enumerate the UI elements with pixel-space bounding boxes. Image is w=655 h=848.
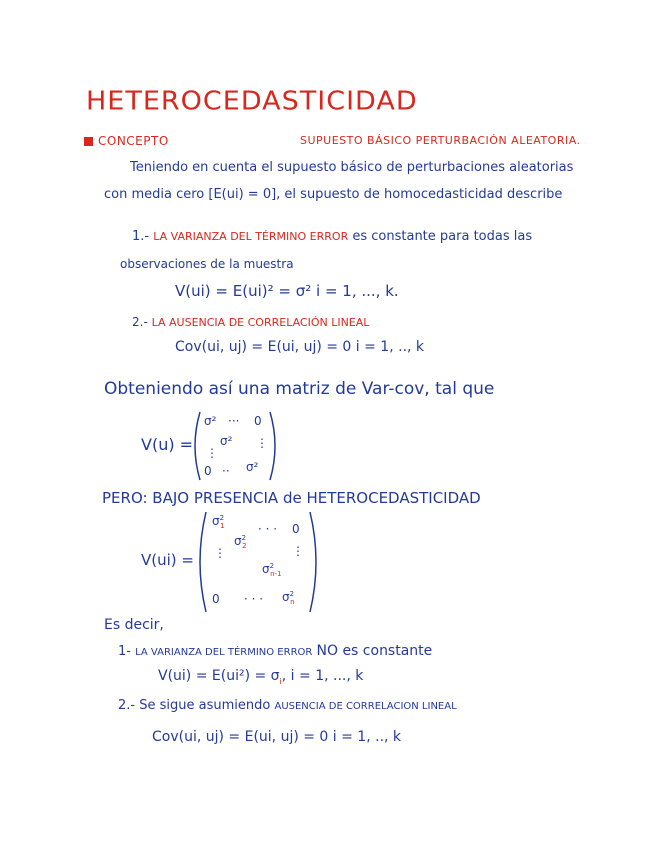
m1-right-dots: ⋮: [256, 436, 268, 450]
m2-sigma-n-sq: 2: [289, 590, 295, 598]
m2-left-dots: ⋮: [214, 546, 226, 560]
matrix-2: [196, 510, 320, 614]
intro-line-1: Teniendo en cuenta el supuesto básico de perturbaciones aleatorias: [130, 160, 574, 175]
point-1-line-2: observaciones de la muestra: [120, 257, 294, 271]
matrix-1-label: V(u) =: [141, 435, 194, 454]
m2-sigma-n-1-sq: 2: [269, 562, 275, 570]
point-2-equation: Cov(ui, uj) = E(ui, uj) = 0 i = 1, .., k: [175, 339, 425, 355]
m1-left-dots: ⋮: [206, 446, 218, 460]
m2-top-dots: · · ·: [258, 522, 278, 536]
m2-sigma-n-1-symbol: σ: [262, 562, 270, 576]
result-2: [118, 698, 457, 713]
m2-sigma-1-symbol: σ: [212, 514, 220, 528]
point-2: [132, 315, 369, 329]
m1-mid: σ²: [220, 434, 233, 448]
result-2-pre: Se sigue asumiendo: [139, 698, 271, 713]
result-1-equation: [158, 668, 363, 686]
m1-bot-left: 0: [204, 464, 212, 478]
m2-bot-dots: · · ·: [244, 592, 264, 606]
result-2-number: 2.-: [118, 698, 136, 713]
m1-top-left: σ²: [204, 414, 217, 428]
result-2-highlight: AUSENCIA DE CORRELACION LINEAL: [274, 701, 457, 712]
m2-sigma-2: [234, 534, 247, 550]
m2-sigma-2-sub: 2: [242, 542, 247, 551]
obtaining-line: Obteniendo así una matriz de Var-cov, tal que: [104, 379, 495, 399]
section-topic: SUPUESTO BÁSICO PERTURBACIÓN ALEATORIA.: [300, 134, 581, 147]
m2-sigma-1: [212, 514, 225, 530]
m2-sigma-n-symbol: σ: [282, 590, 290, 604]
m2-sigma-1-sq: 2: [219, 514, 225, 522]
result-1: [118, 643, 432, 659]
point-2-highlight: LA AUSENCIA DE CORRELACIÓN LINEAL: [151, 316, 370, 329]
m2-bot-left: 0: [212, 592, 220, 606]
m1-top-right: 0: [254, 414, 262, 428]
m2-sigma-2-sq: 2: [241, 534, 247, 542]
m1-bot-right: σ²: [246, 460, 259, 474]
result-2-equation: Cov(ui, uj) = E(ui, uj) = 0 i = 1, .., k: [152, 729, 402, 745]
m2-sigma-n-1: [262, 562, 282, 578]
bullet-square-icon: [84, 137, 93, 146]
result-1-rest: NO es constante: [316, 643, 433, 659]
point-1-equation: V(ui) = E(ui)² = σ² i = 1, ..., k.: [175, 282, 399, 300]
result-1-highlight: LA VARIANZA DEL TÉRMINO ERROR: [135, 647, 313, 658]
m2-sigma-2-symbol: σ: [234, 534, 242, 548]
result-1-eq-sub: i: [279, 676, 282, 686]
m2-right-dots: ⋮: [292, 544, 304, 558]
m2-sigma-n-1-sub: n-1: [270, 570, 282, 579]
es-decir: Es decir,: [104, 617, 164, 633]
result-1-eq-left: V(ui) = E(ui²) = σ: [158, 668, 280, 684]
result-1-eq-right: , i = 1, ..., k: [281, 668, 364, 684]
matrix-2-label: V(ui) =: [141, 551, 194, 569]
point-2-number: 2.-: [132, 315, 148, 329]
m1-top-dots: ···: [228, 414, 240, 428]
m2-sigma-n: [282, 590, 295, 606]
matrix-1: [190, 410, 280, 482]
m1-bot-dots: ··: [222, 464, 230, 478]
point-1-number: 1.-: [132, 229, 150, 244]
section-label: CONCEPTO: [98, 134, 169, 148]
m2-sigma-1-sub: 1: [220, 522, 225, 531]
m2-sigma-n-sub: n: [290, 598, 295, 607]
point-1: [132, 229, 532, 244]
result-1-number: 1-: [118, 644, 131, 659]
page-title: HETEROCEDASTICIDAD: [86, 86, 418, 117]
pero-line: PERO: BAJO PRESENCIA de HETEROCEDASTICIDAD: [102, 489, 481, 507]
point-1-highlight: LA VARIANZA DEL TÉRMINO ERROR: [153, 230, 349, 243]
intro-line-2: con media cero [E(ui) = 0], el supuesto de homocedasticidad describe: [104, 187, 563, 202]
point-1-rest: es constante para todas las: [352, 229, 533, 244]
m2-top-right: 0: [292, 522, 300, 536]
